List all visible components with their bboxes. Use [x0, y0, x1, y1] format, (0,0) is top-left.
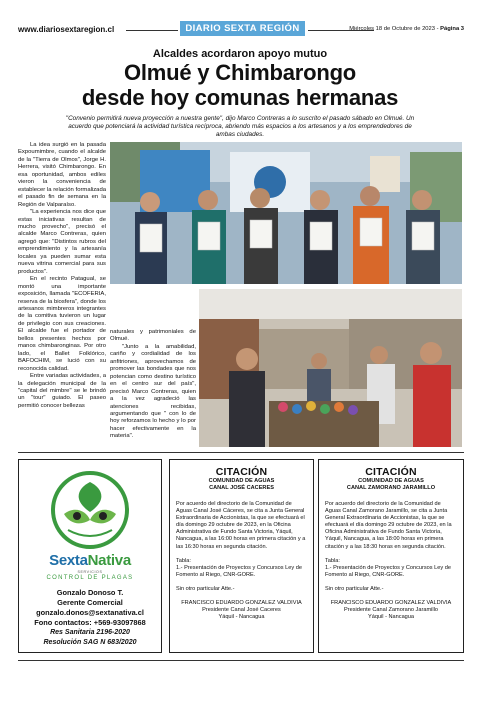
- notice-paragraph: Por acuerdo del directorio de la Comunidad de Aguas Canal José Cáceres, se cita a Junta General Extraordinaria de Accionistas, la que se efectuará el día domingo 29 octubre de 2023, en la Oficina Administrativa de Fundo Santa Victoria, Yáquil, Nancagua, a las 16:00 horas en primera citación y a las 16:30 horas en segunda citación.: [176, 501, 306, 550]
- site-url[interactable]: www.diariosextaregion.cl: [18, 25, 115, 34]
- article-kicker: Alcaldes acordaron apoyo mutuo: [152, 48, 328, 60]
- notice-title: CITACIÓN: [215, 466, 268, 478]
- photo-fair-image: [199, 289, 462, 447]
- notice-subtitle-2: CANAL JOSÉ CACERES: [209, 485, 274, 491]
- paragraph: Entre variadas actividades, a la delegación municipal de la "capital del mimbre" se le brindó un "tour" guiado. El paseo permitió conocer bellezas: [18, 373, 106, 409]
- paragraph: "La experiencia nos dice que estas iniciativas resultan de mucho provecho", precisó el alcalde Marco Contreras, quien agregó que: "Distintos rubros del emprendimiento y la artesanía locales ya pueden sumar esta nueva vitrina comercial para sus productos".: [18, 209, 106, 275]
- notice-paragraph: Por acuerdo del directorio de la Comunidad de Aguas Canal Zamorano Jaramillo, se cita a Junta General Extraordinaria de Accionistas, la que se efectuará el día domingo 29 octubre de 2023, en la Oficina Administrativa de Fundo Santa Victoria, Yáquil, Nancagua, a las 18:00 horas en primera citación y a las 18:30 horas en segunda citación.: [325, 501, 452, 550]
- ad-res-sanitaria: Res Sanitaria 2196-2020: [50, 629, 130, 636]
- section-divider: [18, 452, 464, 453]
- paragraph: "Junto a la amabilidad, cariño y cordialidad de los anfitriones, aprovechamos de promover las bondades que nos potencian como destino turístico en el centro sur del país", precisó Marco Contreras, quien a la vez agradeció las atenciones recibidas, argumentando que " con lo de hoy reforzamos lo hecho y lo por hacer efectivamente en la materia".: [110, 343, 196, 440]
- brand-part-a: Sexta: [49, 552, 88, 569]
- notice-tabla-label: Tabla:: [325, 557, 340, 564]
- headline-line-2: desde hoy comunas hermanas: [81, 85, 399, 110]
- article-column-middle: [110, 329, 196, 441]
- ad-phone: Fono contactos: +569-93097868: [34, 618, 146, 627]
- notice-closing: Sin otro particular Atte.-: [176, 585, 235, 592]
- notice-citacion-canal-zamorano-jaramillo: [318, 459, 464, 653]
- article-deck: "Convenio permitirá nueva proyección a nuestra gente", dijo Marco Contreras a lo suscrito el pasado sábado en Olmué. Un acuerdo que potenciará la actividad turística recíproca, abriendo más espacios a los artesanos y a los emprendedores de ambas ciudades.: [65, 115, 415, 138]
- photo-officials-signing: [110, 142, 462, 284]
- issue-date: [349, 26, 464, 32]
- paragraph: La idea surgió en la pasada Expoumimbre, cuando el alcalde de la "Tierra de Olmos", Jorge H. Herrera, visitó Chimbarongo. En esa oportunidad, ambos ediles vieron la conveniencia de establecer la relación formalizada el pasado fin de semana en la Región de Valparaíso.: [18, 142, 106, 208]
- article-headline: [0, 60, 480, 110]
- ad-res-sag: Resolución SAG N 683/2020: [43, 639, 137, 646]
- notice-tabla-item: 1.- Presentación de Proyectos y Concursos Ley de Fomento al Riego, CNR-GORE.: [325, 564, 451, 578]
- notice-subtitle-1: COMUNIDAD DE AGUAS: [358, 478, 424, 484]
- notice-tabla-item: 1.- Presentación de Proyectos y Concursos Ley de Fomento al Riego, CNR-GORE.: [176, 564, 302, 578]
- signer-role: Presidente Canal José Caceres: [202, 607, 281, 614]
- page-header: [18, 25, 464, 39]
- notice-citacion-canal-jose-caceres: [169, 459, 314, 653]
- photo-crafts-fair: [199, 289, 462, 447]
- notice-subtitle-2: CANAL ZAMORANO JARAMILLO: [346, 485, 436, 491]
- header-rule-left: [126, 30, 178, 31]
- newspaper-brand: DIARIO SEXTA REGIÓN: [180, 21, 305, 36]
- brand-part-b: Nativa: [87, 552, 131, 569]
- ad-contact-block: [19, 588, 161, 648]
- signer-name: FRANCISCO EDUARDO GONZALEZ VALDIVIA: [330, 600, 452, 607]
- page-bottom-rule: [18, 660, 464, 661]
- notice-signature: [176, 600, 307, 621]
- paragraph: En el recinto Patagual, se montó una importante exposición, llamada "ECOFERIA, reserva de la biosfera", donde los artesanos mimbreros integrantes de la comitiva tuvieron un lugar de privilegio con sus creaciones. El alcalde fue el portador de bellos presentes hechos por manos chimbaronginas. Por otro lado, el Ballet Folklórico, BAFOCHIM, se lució con su reconocida calidad.: [18, 276, 106, 372]
- page-number: Página 3: [440, 26, 464, 32]
- notice-body: [176, 501, 307, 593]
- signer-role: Presidente Canal Zamorano Jaramillo: [344, 607, 438, 614]
- notice-signature: [325, 600, 457, 621]
- ad-servicios: SERVICIOS: [77, 570, 103, 574]
- sexta-nativa-logo-icon: [50, 470, 130, 550]
- ad-brand-name: [19, 552, 161, 569]
- ad-control-plagas: CONTROL DE PLAGAS: [46, 575, 134, 581]
- advertisement-sexta-nativa: [18, 459, 162, 653]
- signer-place: Yáquil - Nancagua: [218, 614, 265, 621]
- ad-contact-name: Gonzalo Donoso T.: [56, 588, 124, 597]
- notice-subtitle-1: COMUNIDAD DE AGUAS: [208, 478, 275, 484]
- article-column-left: [18, 142, 106, 410]
- ad-contact-role: Gerente Comercial: [57, 598, 123, 607]
- paragraph: naturales y patrimoniales de Olmué.: [110, 329, 196, 343]
- signer-name: FRANCISCO EDUARDO GONZALEZ VALDIVIA: [181, 600, 302, 607]
- ad-email[interactable]: gonzalo.donos@sextanativa.cl: [36, 608, 144, 617]
- photo-officials-image: [110, 142, 462, 284]
- notice-tabla-label: Tabla:: [176, 557, 191, 564]
- notice-title: CITACIÓN: [365, 466, 417, 478]
- date-text: Miércoles 18 de Octubre de 2023 -: [349, 26, 439, 32]
- notice-closing: Sin otro particular Atte.-: [325, 585, 384, 592]
- notice-body: [325, 501, 457, 593]
- signer-place: Yáquil - Nancagua: [367, 614, 415, 621]
- headline-line-1: Olmué y Chimbarongo: [123, 60, 357, 85]
